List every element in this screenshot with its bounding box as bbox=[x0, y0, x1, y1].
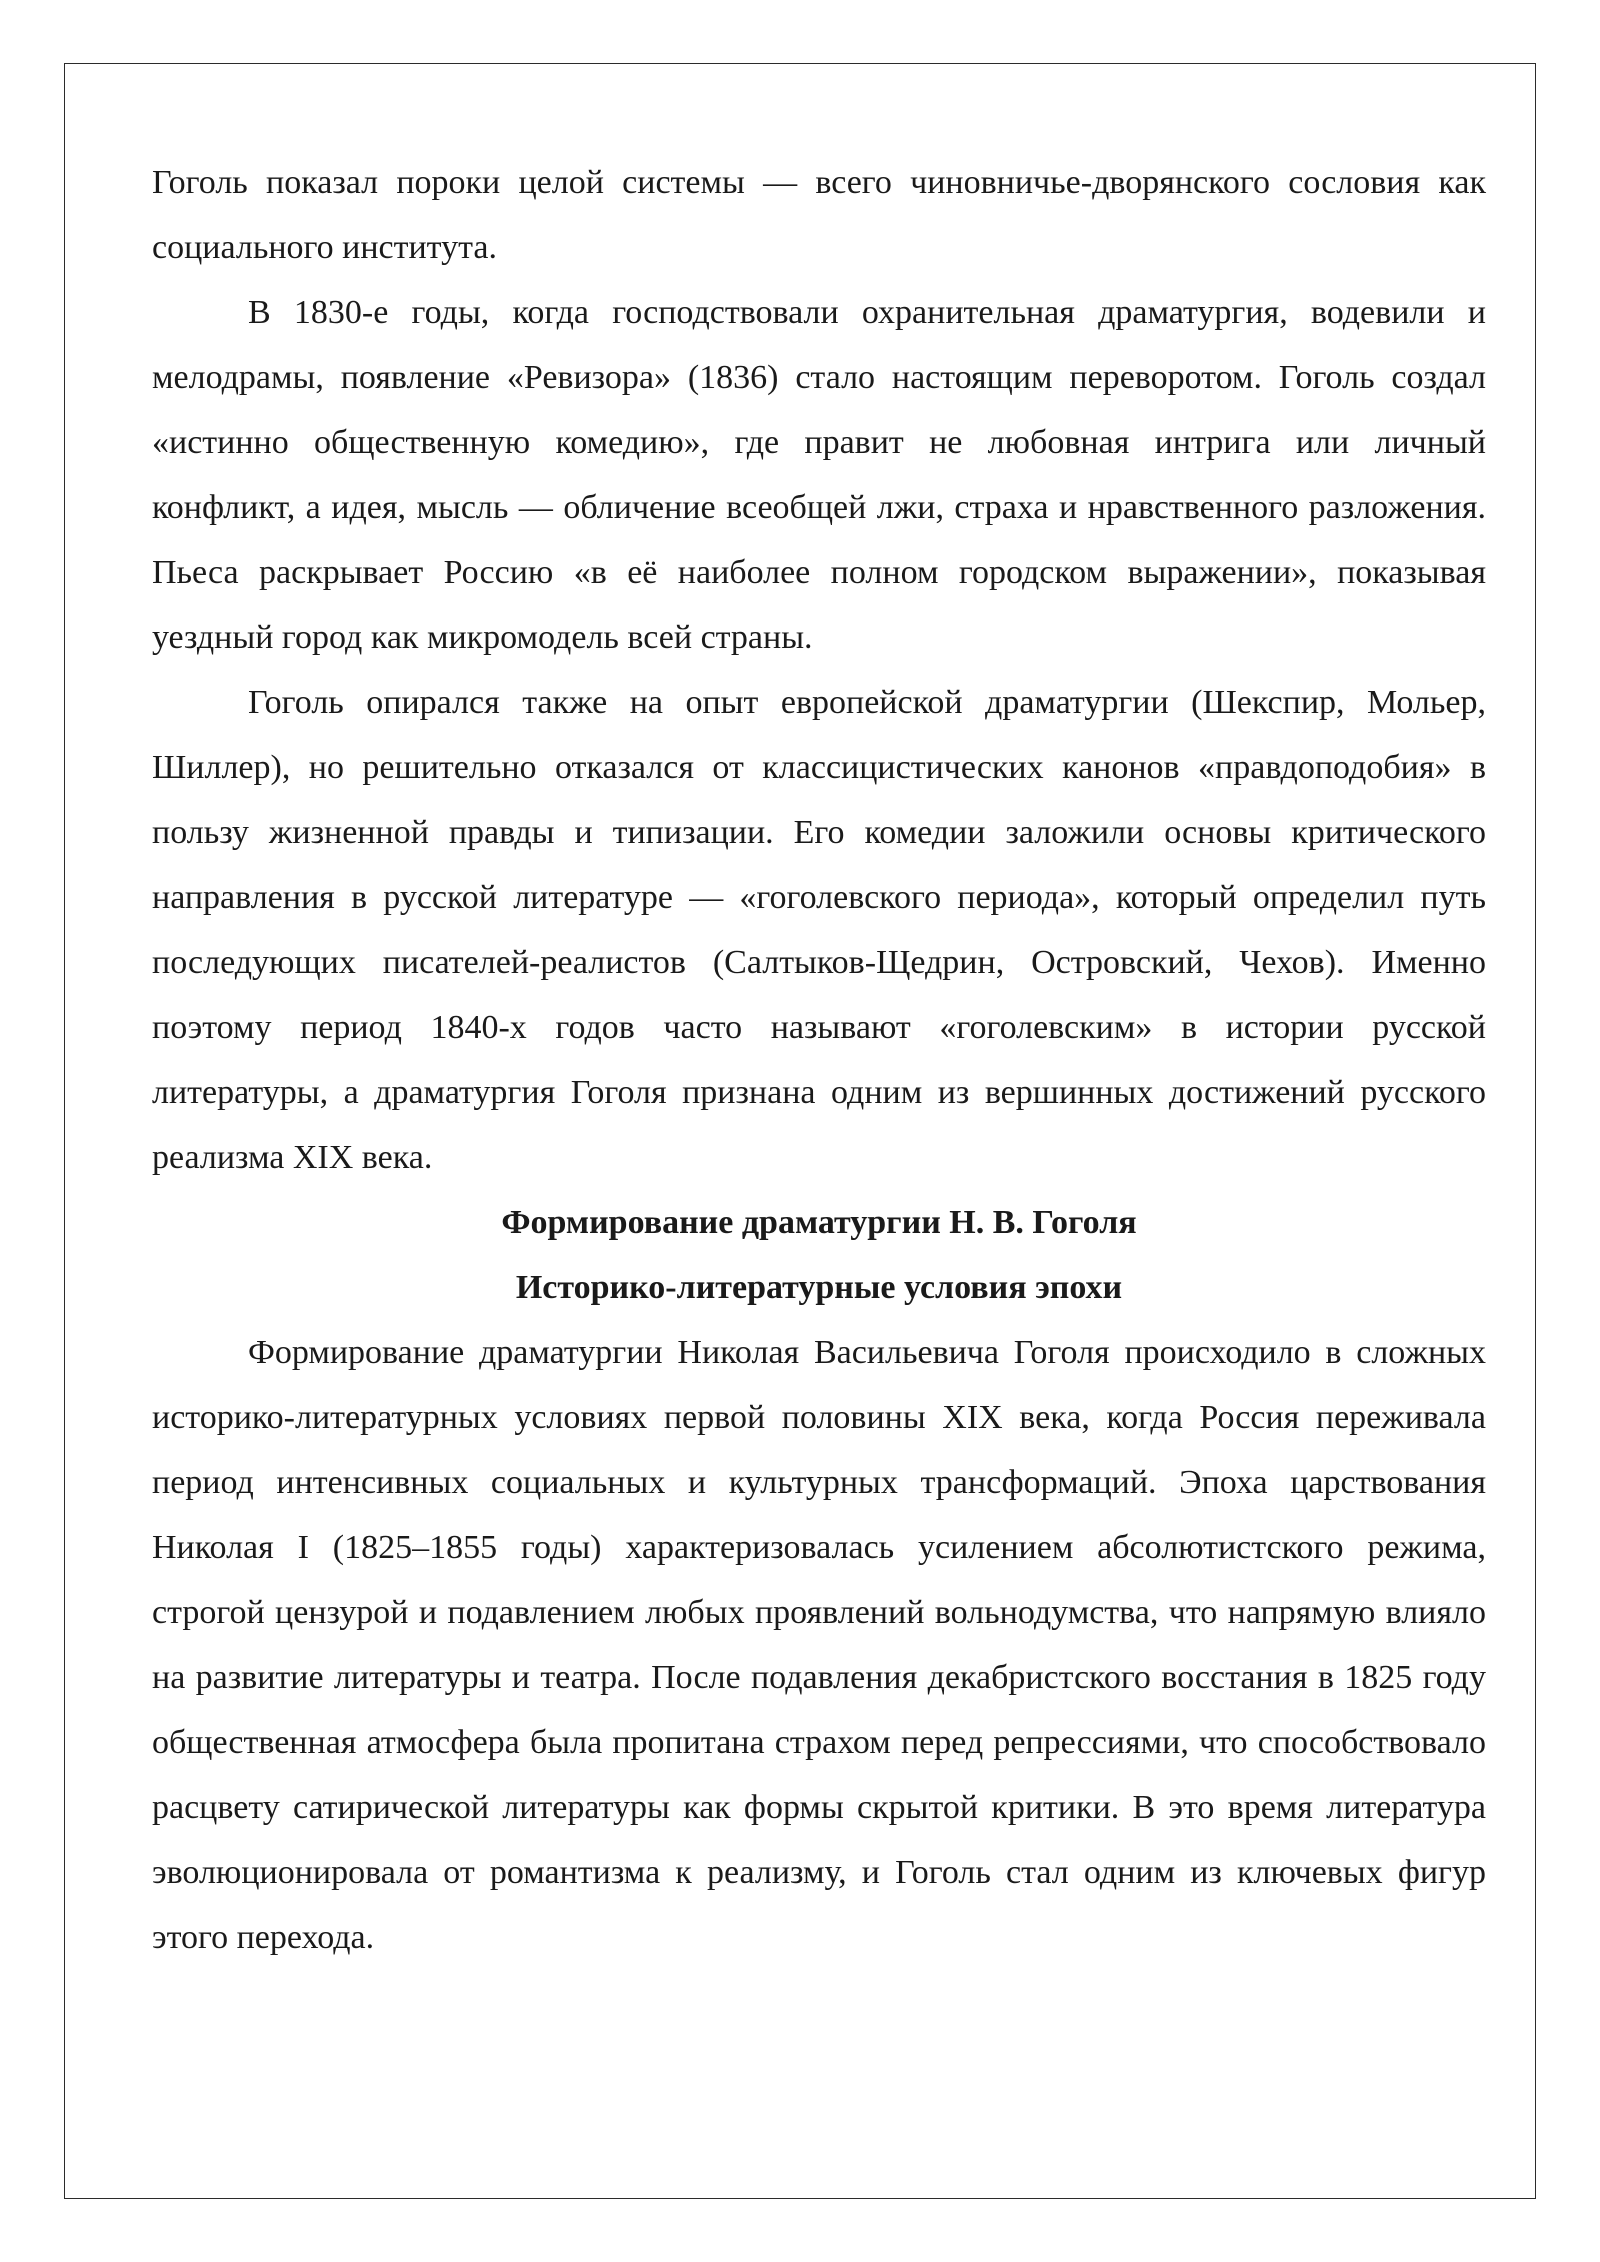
paragraph-continuation: Гоголь показал пороки целой системы — всего чиновничье-дворянского сословия как социального института. bbox=[152, 164, 1486, 266]
paragraph-european-drama: Гоголь опирался также на опыт европейской драматургии (Шекспир, Мольер, Шиллер), но решительно отказался от классицистических канонов «правдоподобия» в пользу жизненной правды и типизации. Его комедии заложили основы критического направления в русской литературе — «гоголевского периода», который определил путь последующих писателей-реалистов (Салтыков-Щедрин, Островский, Чехов). Именно поэтому период 1840-х годов часто называют «гоголевским» в истории русской литературы, а драматургия Гоголя признана одним из вершинных достижений русского реализма XIX века. bbox=[152, 684, 1486, 1176]
subsection-heading: Историко-литературные условия эпохи bbox=[515, 1269, 1123, 1306]
paragraph-revizor: В 1830-е годы, когда господствовали охранительная драматургия, водевили и мелодрамы, появление «Ревизора» (1836) стало настоящим переворотом. Гоголь создал «истинно общественную комедию», где правит не любовная интрига или личный конфликт, а идея, мысль — обличение всеобщей лжи, страха и нравственного разложения. Пьеса раскрывает Россию «в её наиболее полном городском выражении», показывая уездный город как микромодель всей страны. bbox=[152, 294, 1486, 656]
paragraph-historical-conditions: Формирование драматургии Николая Васильевича Гоголя происходило в сложных историко-литературных условиях первой половины XIX века, когда Россия переживала период интенсивных социальных и культурных трансформаций. Эпоха царствования Николая I (1825–1855 годы) характеризовалась усилением абсолютистского режима, строгой цензурой и подавлением любых проявлений вольнодумства, что напрямую влияло на развитие литературы и театра. После подавления декабристского восстания в 1825 году общественная атмосфера была пропитана страхом перед репрессиями, что способствовало расцвету сатирической литературы как формы скрытой критики. В это время литература эволюционировала от романтизма к реализму, и Гоголь стал одним из ключевых фигур этого перехода. bbox=[152, 1334, 1486, 1956]
document-body bbox=[152, 150, 1486, 1970]
section-heading: Формирование драматургии Н. В. Гоголя bbox=[501, 1204, 1137, 1241]
